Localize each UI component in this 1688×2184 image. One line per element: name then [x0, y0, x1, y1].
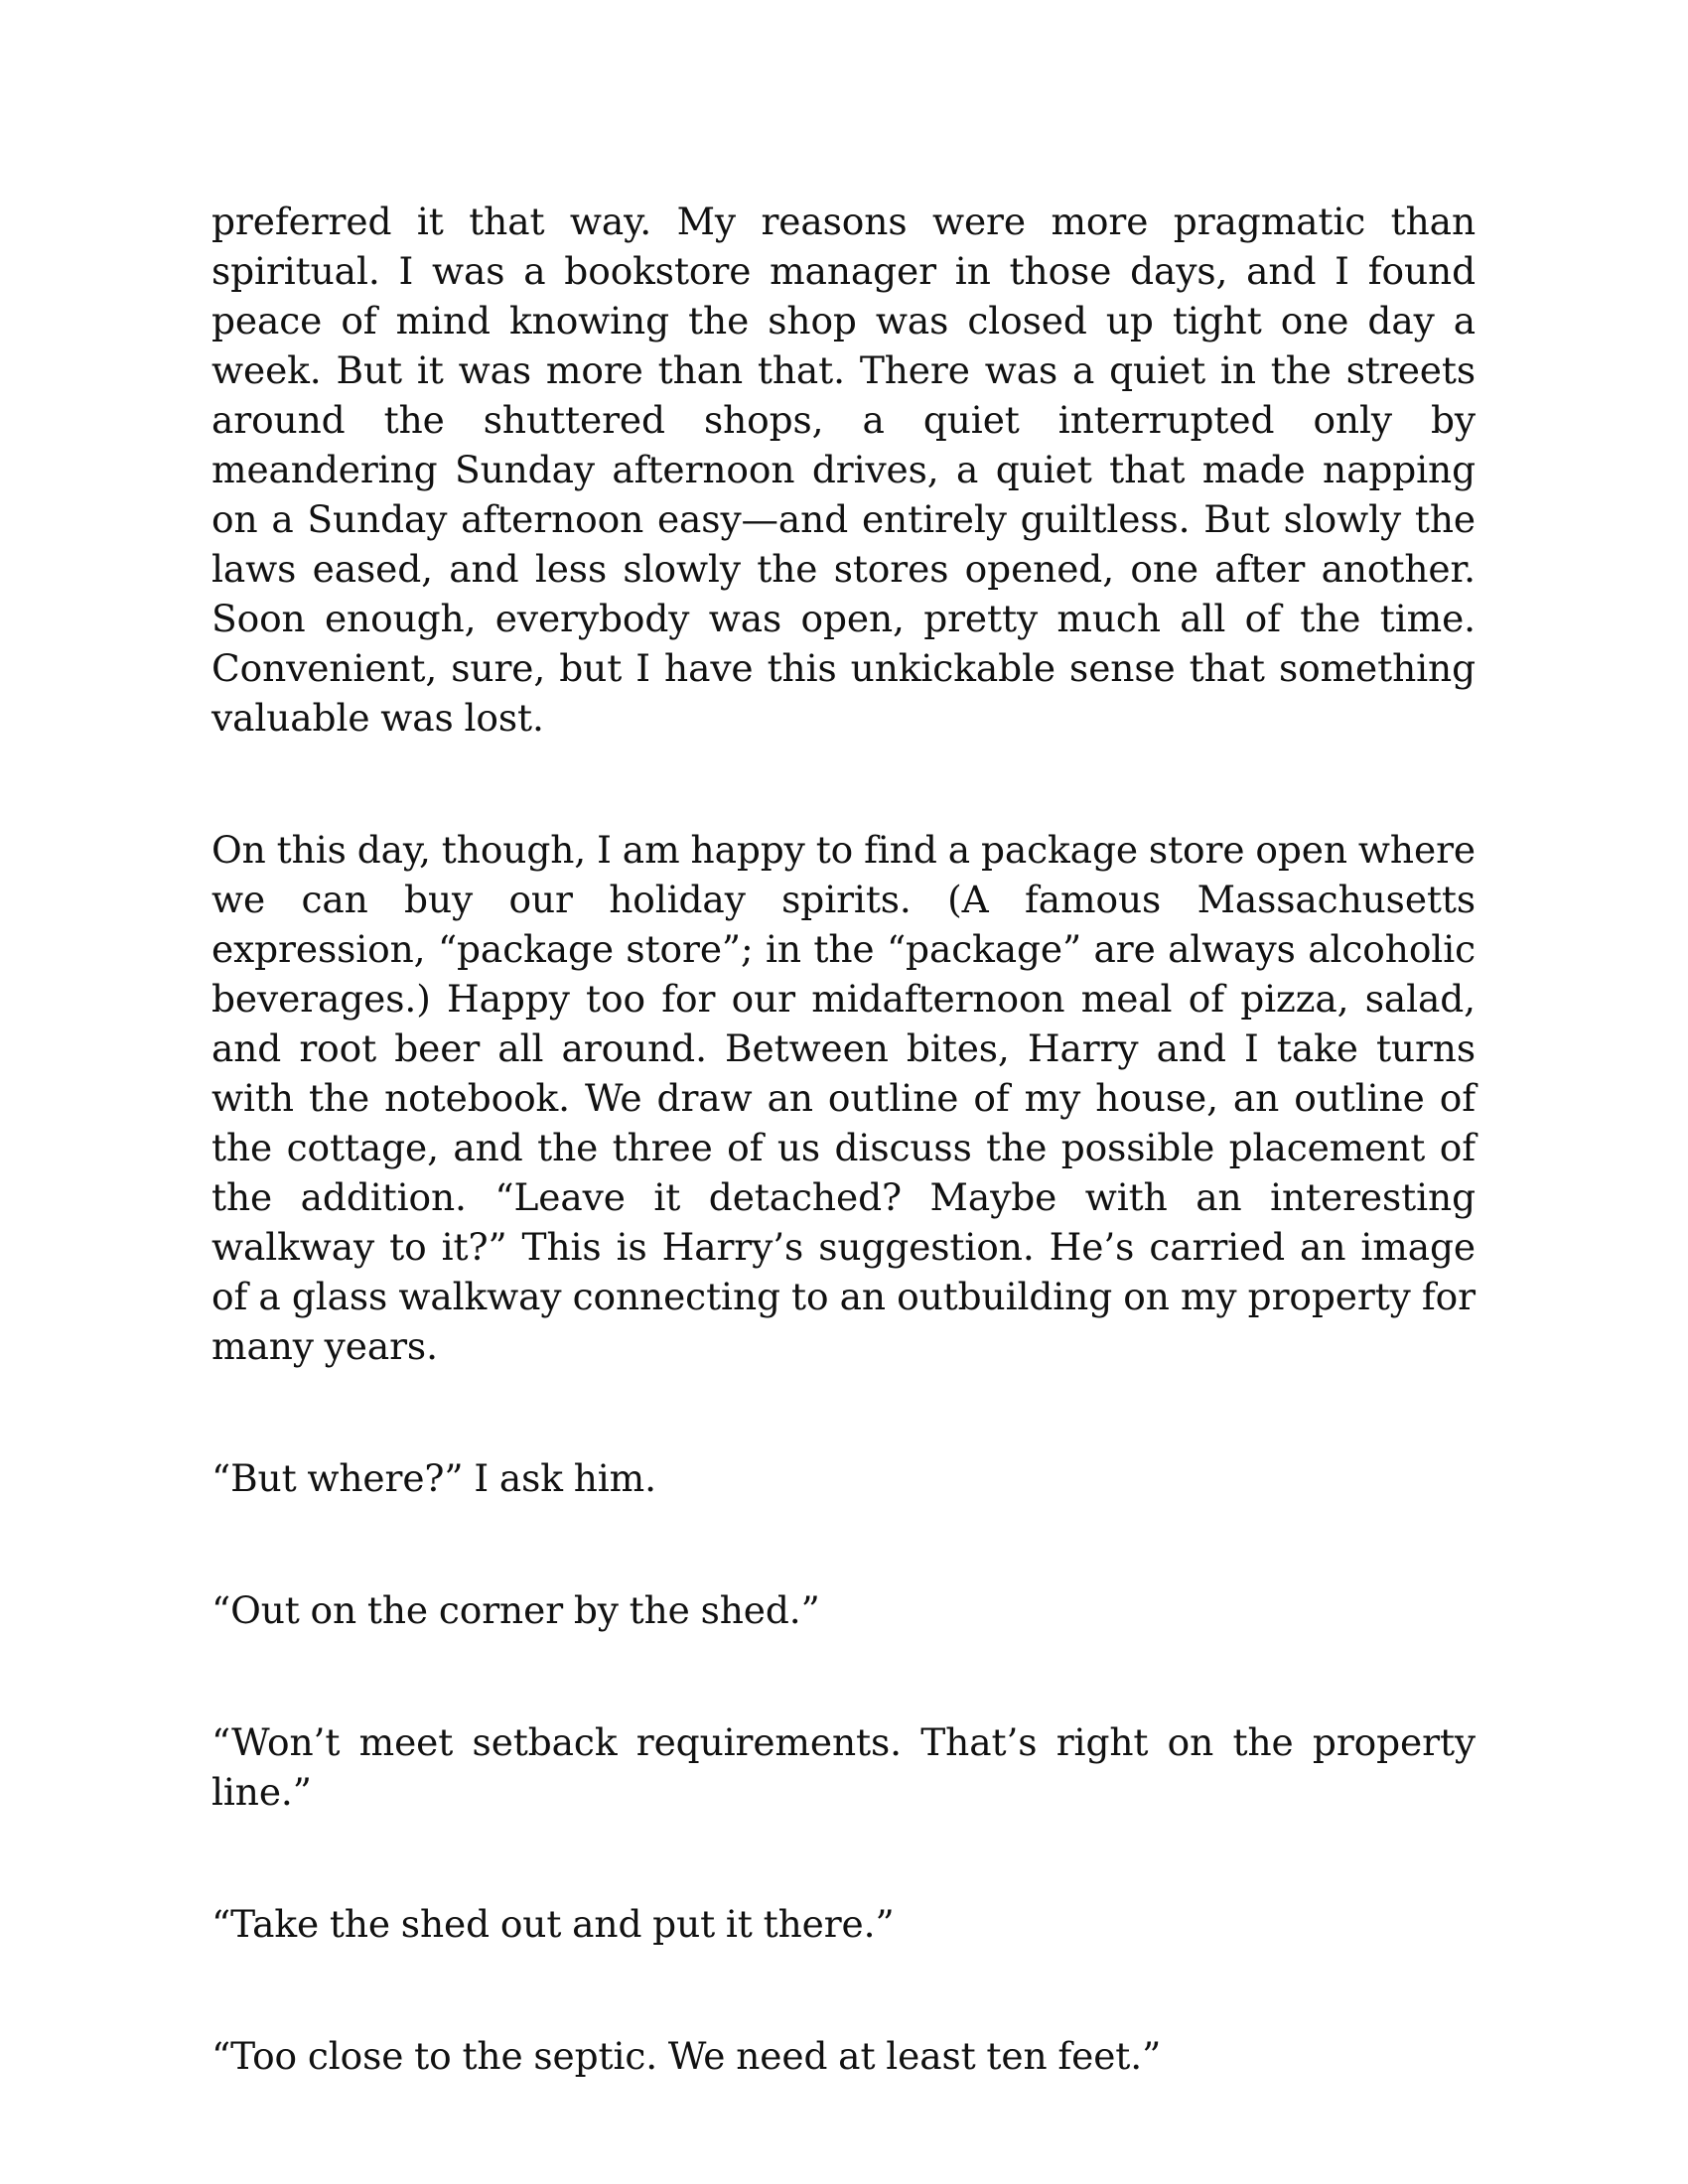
paragraph-package-store: On this day, though, I am happy to find a package store open where we can buy our holiday spirits. (A famous Massachusetts expression, “package store”; in the “package” are always alcoholic beverages.) Happy too for our midafternoon meal of pizza, salad, and root beer all around. Between bites, Harry and I take turns with the notebook. We draw an outline of my house, an outline of the cottage, and the three of us discuss the possible placement of the addition. “Leave it detached? Maybe with an interesting walkway to it?” This is Harry’s suggestion. He’s carried an image of a glass walkway connecting to an outbuilding on my property for many years. — [211, 828, 1476, 1368]
dialogue-corner-by-shed: “Out on the corner by the shed.” — [211, 1588, 820, 1632]
dialogue-but-where: “But where?” I ask him. — [211, 1456, 656, 1500]
paragraph-sunday-quiet: preferred it that way. My reasons were more pragmatic than spiritual. I was a bookstore manager in those days, and I found peace of mind knowing the shop was closed up tight one day a week. But it was more than that. There was a quiet in the streets around the shuttered shops, a quiet interrupted only by meandering Sunday afternoon drives, a quiet that made napping on a Sunday afternoon easy—and entirely guiltless. But slowly the laws eased, and less slowly the stores opened, one after another. Soon enough, everybody was open, pretty much all of the time. Convenient, sure, but I have this unkickable sense that something valuable was lost. — [211, 200, 1476, 740]
page-body — [211, 197, 1476, 2163]
dialogue-too-close-septic: “Too close to the septic. We need at least ten feet.” — [211, 2034, 1162, 2078]
dialogue-setback-requirements: “Won’t meet setback requirements. That’s right on the property line.” — [211, 1720, 1476, 1814]
dialogue-take-shed-out: “Take the shed out and put it there.” — [211, 1902, 895, 1946]
